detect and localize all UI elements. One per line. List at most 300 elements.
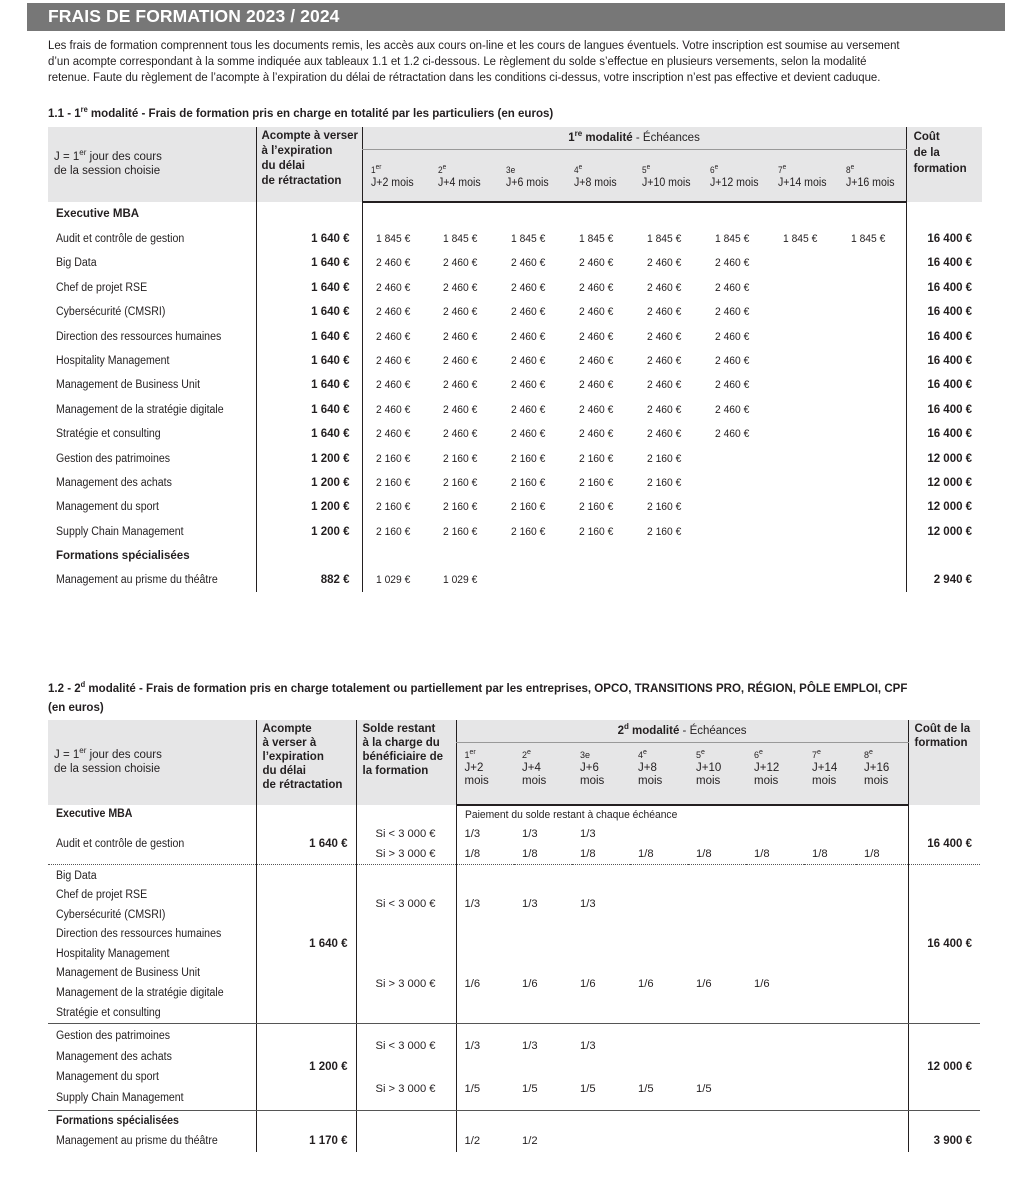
- installment-unit: mois: [696, 775, 721, 787]
- installment-cell: [856, 1067, 908, 1111]
- cost-cell: 12 000 €: [906, 446, 982, 470]
- payment-note: Paiement du solde restant à chaque échéance: [456, 805, 908, 824]
- installment-cell: 2 460 €: [647, 428, 682, 441]
- installment-label: J+2 mois: [370, 177, 414, 189]
- table2-title: 1.2 - 2$^d$ modalité - Frais de formation pris en charge totalement ou partiellement par les entreprises, OPCO, TRANSITIONS PRO, RÉGION, PÔLE EMPLOI, CPF: [48, 679, 908, 695]
- installment-header: [514, 743, 572, 805]
- installment-sup: er: [375, 164, 381, 171]
- installment-cell: [770, 471, 838, 495]
- installment-sup: er: [469, 749, 476, 756]
- installment-cell: 2 160 €: [579, 452, 614, 465]
- installment-header: [456, 743, 514, 805]
- installment-cell: [688, 824, 746, 844]
- cost-cell: 12 000 €: [906, 495, 982, 519]
- row-label: Management au prisme du théâtre: [56, 1135, 218, 1148]
- deposit-cell: 1 200 €: [256, 495, 362, 519]
- installment-cell: [838, 422, 906, 446]
- installment-cell: 1/3: [456, 1024, 514, 1068]
- col-header-cost-line: formation: [913, 163, 967, 175]
- table2-title-suffix: (en euros): [48, 700, 104, 714]
- row-labels: [48, 1024, 256, 1111]
- cost-cell: 3 900 €: [908, 1130, 980, 1152]
- row-label: Cybersécurité (CMSRI): [56, 908, 166, 921]
- installment-sup: e: [782, 164, 787, 171]
- installment-cell: [630, 864, 688, 944]
- installment-cell: 2 160 €: [511, 452, 546, 465]
- installment-cell: 2 460 €: [443, 355, 478, 368]
- row-label: Management au prisme du théâtre: [56, 574, 218, 587]
- installment-cell: [838, 495, 906, 519]
- installment-number: 1: [370, 165, 376, 175]
- installment-header: [770, 150, 838, 202]
- installment-cell: 2 460 €: [579, 257, 614, 270]
- col-header-cost: [906, 127, 982, 202]
- row-label: Management du sport: [56, 1071, 159, 1084]
- installment-sup: e: [578, 164, 583, 171]
- installment-cell: 2 460 €: [443, 257, 478, 270]
- installment-cell: [746, 1024, 804, 1068]
- deposit-cell: 1 170 €: [256, 1130, 356, 1152]
- col-header-line: formation: [914, 737, 968, 749]
- installment-cell: 2 160 €: [511, 501, 546, 514]
- installment-cell: 1/5: [688, 1067, 746, 1111]
- installment-number: 2: [438, 165, 443, 175]
- installment-cell: [838, 446, 906, 470]
- balance-cell: [356, 1111, 456, 1131]
- installment-cell: [856, 1130, 908, 1152]
- cost-cell: 16 400 €: [908, 864, 980, 1024]
- row-labels: [48, 864, 256, 1024]
- installment-header: [630, 743, 688, 805]
- installment-cell: [702, 568, 770, 592]
- table-row: [48, 227, 982, 251]
- installment-label: J+10: [696, 762, 722, 774]
- installment-label: J+16 mois: [846, 177, 895, 189]
- installment-cell: [566, 568, 634, 592]
- installment-cell: 2 460 €: [579, 330, 614, 343]
- table-second-modality: [48, 720, 980, 1152]
- installment-cell: 2 460 €: [511, 257, 546, 270]
- installment-number: 4: [574, 165, 579, 175]
- installment-header: [838, 150, 906, 202]
- installment-cell: 2 460 €: [715, 257, 750, 270]
- condition-high: Si > 3 000 €: [356, 1067, 456, 1111]
- col-header-deposit-line: de rétractation: [261, 175, 342, 187]
- installment-cell: 2 460 €: [715, 306, 750, 319]
- installment-sup: e: [701, 749, 705, 756]
- installment-header: [572, 743, 630, 805]
- col-header-deposit-line: Acompte à verser: [261, 130, 359, 142]
- row-label: Supply Chain Management: [56, 525, 184, 538]
- row-label: Direction des ressources humaines: [56, 330, 222, 343]
- installment-cell: 2 460 €: [362, 373, 430, 397]
- installment-header: [746, 743, 804, 805]
- row-label: Audit et contrôle de gestion: [56, 233, 185, 246]
- installment-cell: [770, 349, 838, 373]
- installment-cell: 1 845 €: [362, 227, 430, 251]
- installment-cell: 1/8: [572, 844, 630, 865]
- installment-cell: [770, 495, 838, 519]
- installment-cell: 2 460 €: [362, 276, 430, 300]
- intro-line: d’un acompte correspondant à la somme indiquée aux tableaux 1.1 et 1.2 ci-dessous. Le règlement du solde s’effectue en plusieurs versements, selon la modalité: [48, 54, 867, 68]
- installment-cell: 2 160 €: [647, 525, 682, 538]
- installment-unit: mois: [522, 775, 547, 787]
- row-label: Hospitality Management: [56, 355, 170, 368]
- installment-cell: 2 160 €: [362, 520, 430, 544]
- installment-header: [634, 150, 702, 202]
- installment-cell: 1 845 €: [579, 233, 614, 246]
- installment-cell: [770, 398, 838, 422]
- installment-cell: 1/2: [522, 1135, 538, 1148]
- installment-cell: 1/5: [456, 1067, 514, 1111]
- installment-cell: 2 460 €: [579, 306, 614, 319]
- deposit-cell: 1 640 €: [256, 251, 362, 275]
- installment-cell: 2 460 €: [362, 422, 430, 446]
- installment-cell: [804, 864, 856, 944]
- cost-cell: 12 000 €: [906, 520, 982, 544]
- installment-cell: [746, 1067, 804, 1111]
- installment-cell: [856, 944, 908, 1024]
- group-name: Executive MBA: [56, 808, 133, 820]
- cost-cell: 16 400 €: [906, 373, 982, 397]
- installment-unit: mois: [864, 775, 889, 787]
- installment-cell: 1/8: [456, 844, 514, 865]
- deposit-cell: 1 200 €: [256, 520, 362, 544]
- table-row: [48, 251, 982, 275]
- deposit-cell: 1 640 €: [256, 398, 362, 422]
- installment-label: J+6: [580, 762, 599, 774]
- table-row: [48, 373, 982, 397]
- deposit-cell: 882 €: [256, 568, 362, 592]
- cost-cell: 12 000 €: [906, 471, 982, 495]
- installment-sup: e: [869, 749, 873, 756]
- installment-unit: mois: [812, 775, 837, 787]
- row-label: Chef de projet RSE: [56, 281, 148, 294]
- installment-cell: [770, 276, 838, 300]
- installment-cell: [804, 944, 856, 1024]
- installment-cell: 2 460 €: [511, 379, 546, 392]
- table-row: [48, 398, 982, 422]
- installment-cell: 1/6: [514, 944, 572, 1024]
- row-label: Management de Business Unit: [56, 967, 201, 980]
- col-header-deposit: [256, 127, 362, 202]
- group-name: Formations spécialisées: [56, 550, 190, 563]
- installment-cell: 2 460 €: [647, 306, 682, 319]
- col-header-line: à verser à: [262, 737, 317, 749]
- installment-cell: 1/3: [580, 898, 596, 911]
- condition-high: Si > 3 000 €: [356, 844, 456, 865]
- row-label: Hospitality Management: [56, 947, 170, 960]
- row-label: Management des achats: [56, 1050, 172, 1063]
- installment-number: 7: [778, 165, 783, 175]
- installment-cell: [770, 520, 838, 544]
- page-title: FRAIS DE FORMATION 2023 / 2024: [48, 6, 340, 26]
- installment-label: J+10 mois: [642, 177, 691, 189]
- installment-cell: 2 460 €: [443, 330, 478, 343]
- installment-cell: 2 460 €: [443, 403, 478, 416]
- intro-line: Les frais de formation comprennent tous les documents remis, les accès aux cours on-line et les cours de langues éventuels. Votre inscription est soumise au versement: [48, 38, 900, 52]
- table-row: [48, 495, 982, 519]
- installment-cell: 2 160 €: [362, 495, 430, 519]
- cost-cell: [908, 1111, 980, 1131]
- installment-cell: [688, 864, 746, 944]
- installment-number: 5: [642, 165, 647, 175]
- cost-cell: 16 400 €: [906, 422, 982, 446]
- cost-cell: 16 400 €: [906, 227, 982, 251]
- installment-cell: 2 460 €: [511, 428, 546, 441]
- cost-cell: 12 000 €: [908, 1024, 980, 1111]
- deposit-cell: 1 640 €: [256, 422, 362, 446]
- installment-cell: [498, 568, 566, 592]
- col-header-deposit-line: à l’expiration: [261, 145, 333, 157]
- group-row: [48, 544, 982, 568]
- installment-sup: e: [643, 749, 647, 756]
- installment-label: J+8 mois: [574, 177, 617, 189]
- installment-cell: 2 460 €: [647, 403, 682, 416]
- col-header-line: de rétractation: [262, 779, 343, 791]
- installment-cell: [838, 373, 906, 397]
- installment-cell: 2 160 €: [443, 525, 478, 538]
- installment-cell: [804, 1024, 856, 1068]
- deposit-cell: [256, 1111, 356, 1131]
- installment-unit: mois: [580, 775, 605, 787]
- installment-number: 6: [710, 165, 715, 175]
- installment-header: [702, 150, 770, 202]
- cost-cell: 16 400 €: [908, 824, 980, 865]
- condition-low: Si < 3 000 €: [356, 864, 456, 944]
- installment-cell: [804, 824, 856, 844]
- installment-number: 6: [754, 750, 760, 760]
- installment-cell: 2 160 €: [511, 525, 546, 538]
- installment-cell: [702, 471, 770, 495]
- installment-cell: 2 460 €: [715, 330, 750, 343]
- installment-cell: 2 460 €: [511, 355, 546, 368]
- installment-cell: 1 845 €: [511, 233, 546, 246]
- table-row: [48, 568, 982, 592]
- installment-cell: [838, 349, 906, 373]
- installment-cell: [838, 276, 906, 300]
- deposit-cell: 1 640 €: [256, 324, 362, 348]
- installment-label: J+12 mois: [710, 177, 759, 189]
- installment-cell: 2 460 €: [647, 355, 682, 368]
- installment-number: 2: [522, 750, 528, 760]
- installment-cell: 2 460 €: [647, 257, 682, 270]
- table-row: [48, 520, 982, 544]
- installment-sup: e: [817, 749, 821, 756]
- installment-cell: 1/3: [522, 827, 538, 840]
- deposit-cell: 1 200 €: [256, 1024, 356, 1111]
- installment-cell: [838, 324, 906, 348]
- installment-unit: mois: [754, 775, 779, 787]
- col-header-line: la formation: [362, 765, 429, 777]
- installment-number: 5: [696, 750, 702, 760]
- installment-cell: 2 460 €: [362, 324, 430, 348]
- installment-label: J+14: [812, 762, 838, 774]
- installment-cell: 2 460 €: [715, 379, 750, 392]
- condition-low: Si < 3 000 €: [356, 824, 456, 844]
- installment-cell: [630, 1024, 688, 1068]
- col-header-line: Solde restant: [362, 723, 436, 735]
- installment-sup: e: [714, 164, 719, 171]
- installment-cell: [746, 824, 804, 844]
- installment-cell: 1 029 €: [443, 574, 478, 587]
- deposit-cell: 1 640 €: [256, 824, 356, 865]
- installment-cell: 1/2: [456, 1130, 514, 1152]
- installment-cell: 1/3: [456, 864, 514, 944]
- installment-cell: 2 460 €: [579, 379, 614, 392]
- col-header-line: Acompte: [262, 723, 312, 735]
- cost-cell: 2 940 €: [906, 568, 982, 592]
- installment-cell: [838, 398, 906, 422]
- row-label: Management des achats: [56, 476, 172, 489]
- table-row: [48, 276, 982, 300]
- installment-cell: 2 460 €: [362, 398, 430, 422]
- table-row: [48, 471, 982, 495]
- installment-cell: [630, 824, 688, 844]
- row-label: Cybersécurité (CMSRI): [56, 306, 166, 319]
- intro-paragraph: [48, 37, 913, 85]
- installment-cell: 1 845 €: [647, 233, 682, 246]
- group-row: [48, 1111, 980, 1131]
- installment-cell: [856, 824, 908, 844]
- installment-cell: [770, 422, 838, 446]
- installment-cell: 2 160 €: [362, 446, 430, 470]
- installment-label: J+16: [864, 762, 890, 774]
- deposit-cell: 1 640 €: [256, 349, 362, 373]
- deposit-cell: 1 640 €: [256, 864, 356, 1024]
- installment-cell: [804, 1067, 856, 1111]
- installment-sup: e: [646, 164, 651, 171]
- deposit-cell: 1 640 €: [256, 373, 362, 397]
- row-label: Big Data: [56, 869, 97, 882]
- cost-cell: 16 400 €: [906, 324, 982, 348]
- installment-label: J+2: [464, 762, 484, 774]
- col-header-line: bénéficiaire de: [362, 751, 444, 763]
- deposit-cell: 1 200 €: [256, 471, 362, 495]
- installment-cell: 1/3: [522, 898, 538, 911]
- col-header-cost: [908, 720, 980, 805]
- installment-sup: e: [759, 749, 763, 756]
- installment-header: [688, 743, 746, 805]
- installment-cell: 2 460 €: [647, 379, 682, 392]
- balance-cell: [356, 1130, 456, 1152]
- installment-cell: 2 460 €: [579, 355, 614, 368]
- installment-cell: 2 460 €: [443, 306, 478, 319]
- installment-cell: 1/6: [630, 944, 688, 1024]
- deposit-cell: 1 640 €: [256, 300, 362, 324]
- installment-cell: 2 160 €: [443, 501, 478, 514]
- installment-cell: 2 160 €: [579, 525, 614, 538]
- installment-cell: 2 460 €: [647, 330, 682, 343]
- installment-cell: 2 460 €: [715, 355, 750, 368]
- group-row: [48, 202, 982, 227]
- installment-label: J+4 mois: [438, 177, 481, 189]
- installment-number: 3e: [580, 750, 591, 760]
- table-row: [48, 824, 980, 844]
- installment-cell: 1/8: [804, 844, 856, 865]
- installment-sup: e: [442, 164, 447, 171]
- installment-number: 4: [638, 750, 644, 760]
- cost-cell: 16 400 €: [906, 349, 982, 373]
- group-row: [48, 805, 980, 824]
- installment-header: [362, 150, 430, 202]
- installment-cell: 2 460 €: [443, 379, 478, 392]
- row-label: Chef de projet RSE: [56, 889, 148, 902]
- installment-cell: 2 460 €: [715, 403, 750, 416]
- installment-cell: 2 460 €: [579, 428, 614, 441]
- installment-cell: 2 460 €: [511, 330, 546, 343]
- installment-label: J+12: [754, 762, 780, 774]
- installment-number: 7: [812, 750, 818, 760]
- row-label: Management du sport: [56, 501, 159, 514]
- installment-cell: 1/8: [856, 844, 908, 865]
- cost-cell: 16 400 €: [906, 251, 982, 275]
- intro-line: retenue. Faute du règlement de l’acompte à l’expiration du délai de rétractation dans les conditions ci-dessus, votre inscription n’est pas effective et devient caduque.: [48, 70, 881, 84]
- installment-cell: [702, 520, 770, 544]
- col-header-line: l’expiration: [262, 751, 324, 763]
- installment-cell: 2 460 €: [715, 281, 750, 294]
- installment-cell: [634, 568, 702, 592]
- installment-cell: [838, 568, 906, 592]
- installment-number: 8: [864, 750, 870, 760]
- installment-cell: [804, 1130, 856, 1152]
- installment-cell: [630, 1130, 688, 1152]
- row-label: Management de la stratégie digitale: [56, 987, 224, 1000]
- installment-cell: [838, 520, 906, 544]
- installment-sup: e: [527, 749, 531, 756]
- installment-cell: 2 160 €: [579, 476, 614, 489]
- row-label: Supply Chain Management: [56, 1091, 184, 1104]
- installment-cell: 2 460 €: [362, 300, 430, 324]
- installment-cell: [572, 1130, 630, 1152]
- installment-cell: 2 160 €: [443, 452, 478, 465]
- installment-label: J+6 mois: [506, 177, 549, 189]
- col-header-installments-title: 2$^d$ modalité - Échéances: [456, 720, 908, 743]
- cost-cell: 16 400 €: [906, 276, 982, 300]
- row-label: Gestion des patrimoines: [56, 452, 171, 465]
- installment-cell: [702, 495, 770, 519]
- installment-label: J+8: [638, 762, 657, 774]
- installment-cell: 1/5: [630, 1067, 688, 1111]
- installment-cell: 1/5: [572, 1067, 630, 1111]
- installment-cell: [770, 446, 838, 470]
- installment-header: [498, 150, 566, 202]
- installment-number: 8: [846, 165, 851, 175]
- installment-cell: 1/3: [522, 1039, 538, 1052]
- installment-cell: 1/6: [746, 944, 804, 1024]
- installment-cell: 1/8: [514, 844, 572, 865]
- installment-unit: mois: [464, 775, 489, 787]
- col-header-line: du délai: [262, 765, 306, 777]
- col-header-balance: [356, 720, 456, 805]
- col-header-line: Coût de la: [914, 723, 971, 735]
- installment-cell: 2 160 €: [647, 452, 682, 465]
- installment-cell: [746, 864, 804, 944]
- condition-high: Si > 3 000 €: [356, 944, 456, 1024]
- row-label: Stratégie et consulting: [56, 428, 161, 441]
- installment-cell: 1/3: [456, 824, 514, 844]
- installment-cell: 2 160 €: [647, 501, 682, 514]
- table-row: [48, 349, 982, 373]
- installment-header: [430, 150, 498, 202]
- table-row: [48, 864, 980, 944]
- table-row: [48, 324, 982, 348]
- installment-cell: 2 460 €: [579, 281, 614, 294]
- installment-cell: [838, 300, 906, 324]
- installment-cell: [770, 251, 838, 275]
- installment-cell: 2 160 €: [579, 501, 614, 514]
- installment-cell: 2 460 €: [443, 428, 478, 441]
